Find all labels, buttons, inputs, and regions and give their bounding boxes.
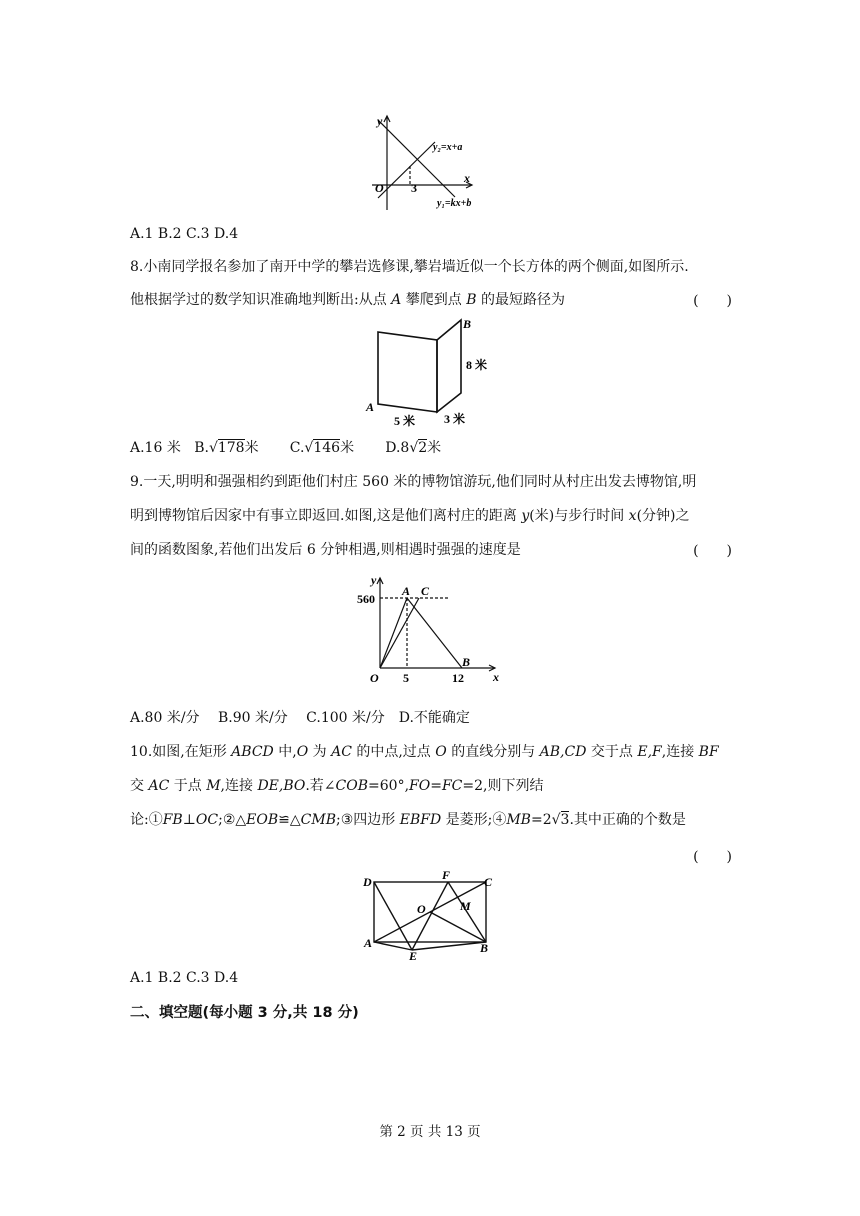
fig7-tick-3: 3 xyxy=(411,181,417,195)
fig8-label-B: B xyxy=(463,317,472,331)
q9-line3: 间的函数图象,若他们出发后 6 分钟相遇,则相遇时强强的速度是 xyxy=(130,542,521,558)
fig10-label-F: F xyxy=(442,868,451,882)
fig8-width-3: 3 米 xyxy=(444,412,466,426)
fig8-width-5: 5 米 xyxy=(394,414,416,428)
fig9-x-label: x xyxy=(493,670,499,684)
q8-line2: 他根据学过的数学知识准确地判断出:从点 A 攀爬到点 B 的最短路径为 xyxy=(130,292,565,308)
fig9-label-A: A xyxy=(402,584,411,598)
fig10-label-E: E xyxy=(409,949,418,963)
fig10-label-B: B xyxy=(480,941,489,955)
fig10-label-D: D xyxy=(363,875,372,889)
q7-figure xyxy=(360,112,500,212)
fig9-tick-12: 12 xyxy=(452,671,464,685)
fig9-label-C: C xyxy=(421,584,430,598)
q10-figure xyxy=(360,868,510,963)
q10-line2: 交 AC 于点 M,连接 DE,BO.若∠COB=60°,FO=FC=2,则下列结 xyxy=(130,778,544,794)
fig10-label-M: M xyxy=(460,899,471,913)
q10-line3: 论:①FB⊥OC;②△EOB≌△CMB;③四边形 EBFD 是菱形;④MB=2√3.其中正确的个数是 xyxy=(130,812,686,828)
q9-options: A.80 米/分 B.90 米/分 C.100 米/分 D.不能确定 xyxy=(130,710,470,726)
q9-line1: 9.一天,明明和强强相约到距他们村庄 560 米的博物馆游玩,他们同时从村庄出发去博物馆,明 xyxy=(130,474,697,490)
q8-line1: 8.小南同学报名参加了南开中学的攀岩选修课,攀岩墙近似一个长方体的两个侧面,如图所示. xyxy=(130,259,689,275)
fig7-origin: O xyxy=(375,181,384,195)
fig7-y1-label: y₁=kx+b xyxy=(437,198,472,209)
fig8-label-A: A xyxy=(366,400,375,414)
q8-options: A.16 米 B.√178米 C.√146米 D.8√2米 xyxy=(130,440,442,456)
fig9-label-B: B xyxy=(462,655,471,669)
fig7-y2-label: y₂=x+a xyxy=(433,142,463,153)
q9-line2: 明到博物馆后因家中有事立即返回.如图,这是他们离村庄的距离 y(米)与步行时间 x(分钟)之 xyxy=(130,508,690,524)
fig9-value-560: 560 xyxy=(357,592,375,606)
q9-figure xyxy=(355,570,505,690)
q7-options: A.1 B.2 C.3 D.4 xyxy=(130,226,239,242)
section-heading-fill-in: 二、填空题(每小题 3 分,共 18 分) xyxy=(130,1005,359,1021)
q9-answer-paren: ( ) xyxy=(693,543,732,559)
fig9-tick-5: 5 xyxy=(403,671,409,685)
page-footer: 第 2 页 共 13 页 xyxy=(379,1124,481,1140)
fig8-height: 8 米 xyxy=(466,358,488,372)
fig9-origin: O xyxy=(370,671,379,685)
q10-line1: 10.如图,在矩形 ABCD 中,O 为 AC 的中点,过点 O 的直线分别与 AB,CD 交于点 E,F,连接 BF xyxy=(130,744,719,760)
q8-answer-paren: ( ) xyxy=(693,293,732,309)
fig9-y-label: y xyxy=(371,573,377,587)
fig7-x-label: x xyxy=(464,171,470,185)
fig10-label-C: C xyxy=(484,875,493,889)
q10-options: A.1 B.2 C.3 D.4 xyxy=(130,970,239,986)
fig10-label-A: A xyxy=(364,936,373,950)
q10-answer-paren: ( ) xyxy=(693,849,732,865)
fig7-y-label: y xyxy=(377,114,383,128)
q8-figure xyxy=(360,312,510,432)
fig10-label-O: O xyxy=(417,902,426,916)
